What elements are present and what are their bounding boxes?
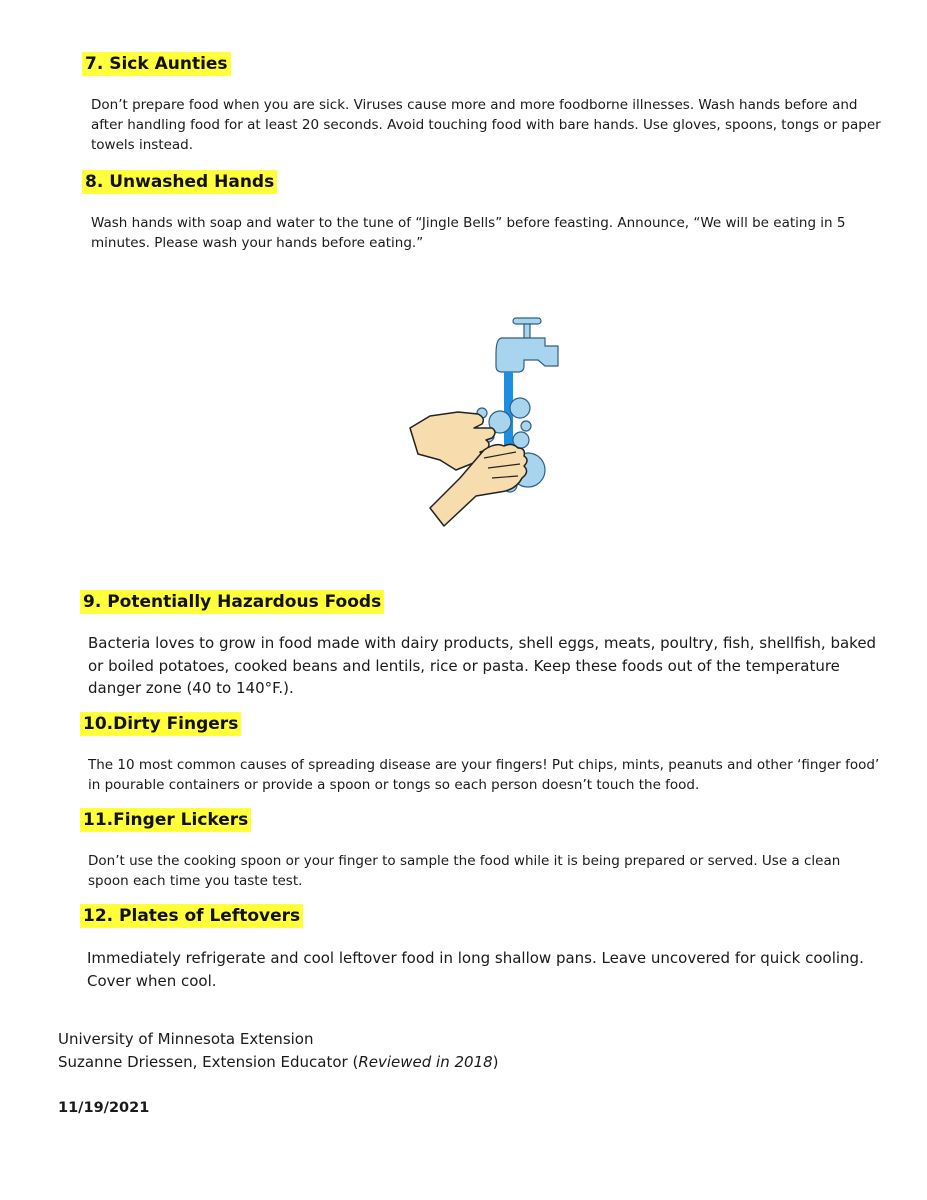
paragraph-dirty-fingers: The 10 most common causes of spreading disease are your fingers! Put chips, mints, peanuts and other ‘finger food’ in pourable containers or provide a spoon or tongs so each person doesn’t touch the food.	[88, 757, 880, 793]
footer-author	[58, 1051, 499, 1074]
handwashing-icon	[400, 310, 570, 530]
paragraph-sick-aunties: Don’t prepare food when you are sick. Viruses cause more and more foodborne illnesses. Wash hands before and after handling food for at least 20 seconds. Avoid touching food with bare hands. Use gloves, spoons, tongs or paper towels instead.	[91, 97, 881, 153]
heading-sick-aunties: 7. Sick Aunties	[82, 52, 231, 76]
paragraph-unwashed-hands: Wash hands with soap and water to the tune of “Jingle Bells” before feasting. Announce, “We will be eating in 5 minutes. Please wash your hands before eating.”	[91, 215, 846, 251]
document-date: 11/19/2021	[58, 1100, 150, 1116]
heading-unwashed-hands: 8. Unwashed Hands	[82, 170, 277, 194]
heading-hazardous-foods: 9. Potentially Hazardous Foods	[80, 590, 384, 614]
heading-dirty-fingers: 10.Dirty Fingers	[80, 712, 241, 736]
faucet-icon	[496, 318, 558, 372]
paragraph-plates-of-leftovers: Immediately refrigerate and cool leftover food in long shallow pans. Leave uncovered for quick cooling. Cover when cool.	[87, 949, 864, 990]
footer-author-name: Suzanne Driessen, Extension Educator (	[58, 1053, 359, 1071]
heading-plates-of-leftovers: 12. Plates of Leftovers	[80, 904, 303, 928]
footer-reviewed: Reviewed in 2018	[358, 1053, 493, 1071]
paragraph-finger-lickers: Don’t use the cooking spoon or your finger to sample the food while it is being prepared or served. Use a clean spoon each time you taste test.	[88, 853, 841, 889]
footer-closing-paren: )	[492, 1053, 499, 1071]
paragraph-hazardous-foods: Bacteria loves to grow in food made with dairy products, shell eggs, meats, poultry, fish, shellfish, baked or boiled potatoes, cooked beans and lentils, rice or pasta. Keep these foods out of the temperature danger zone (40 to 140°F.).	[88, 634, 877, 697]
heading-finger-lickers: 11.Finger Lickers	[80, 808, 251, 832]
footer-organization: University of Minnesota Extension	[58, 1030, 314, 1048]
handwashing-illustration	[400, 310, 570, 530]
